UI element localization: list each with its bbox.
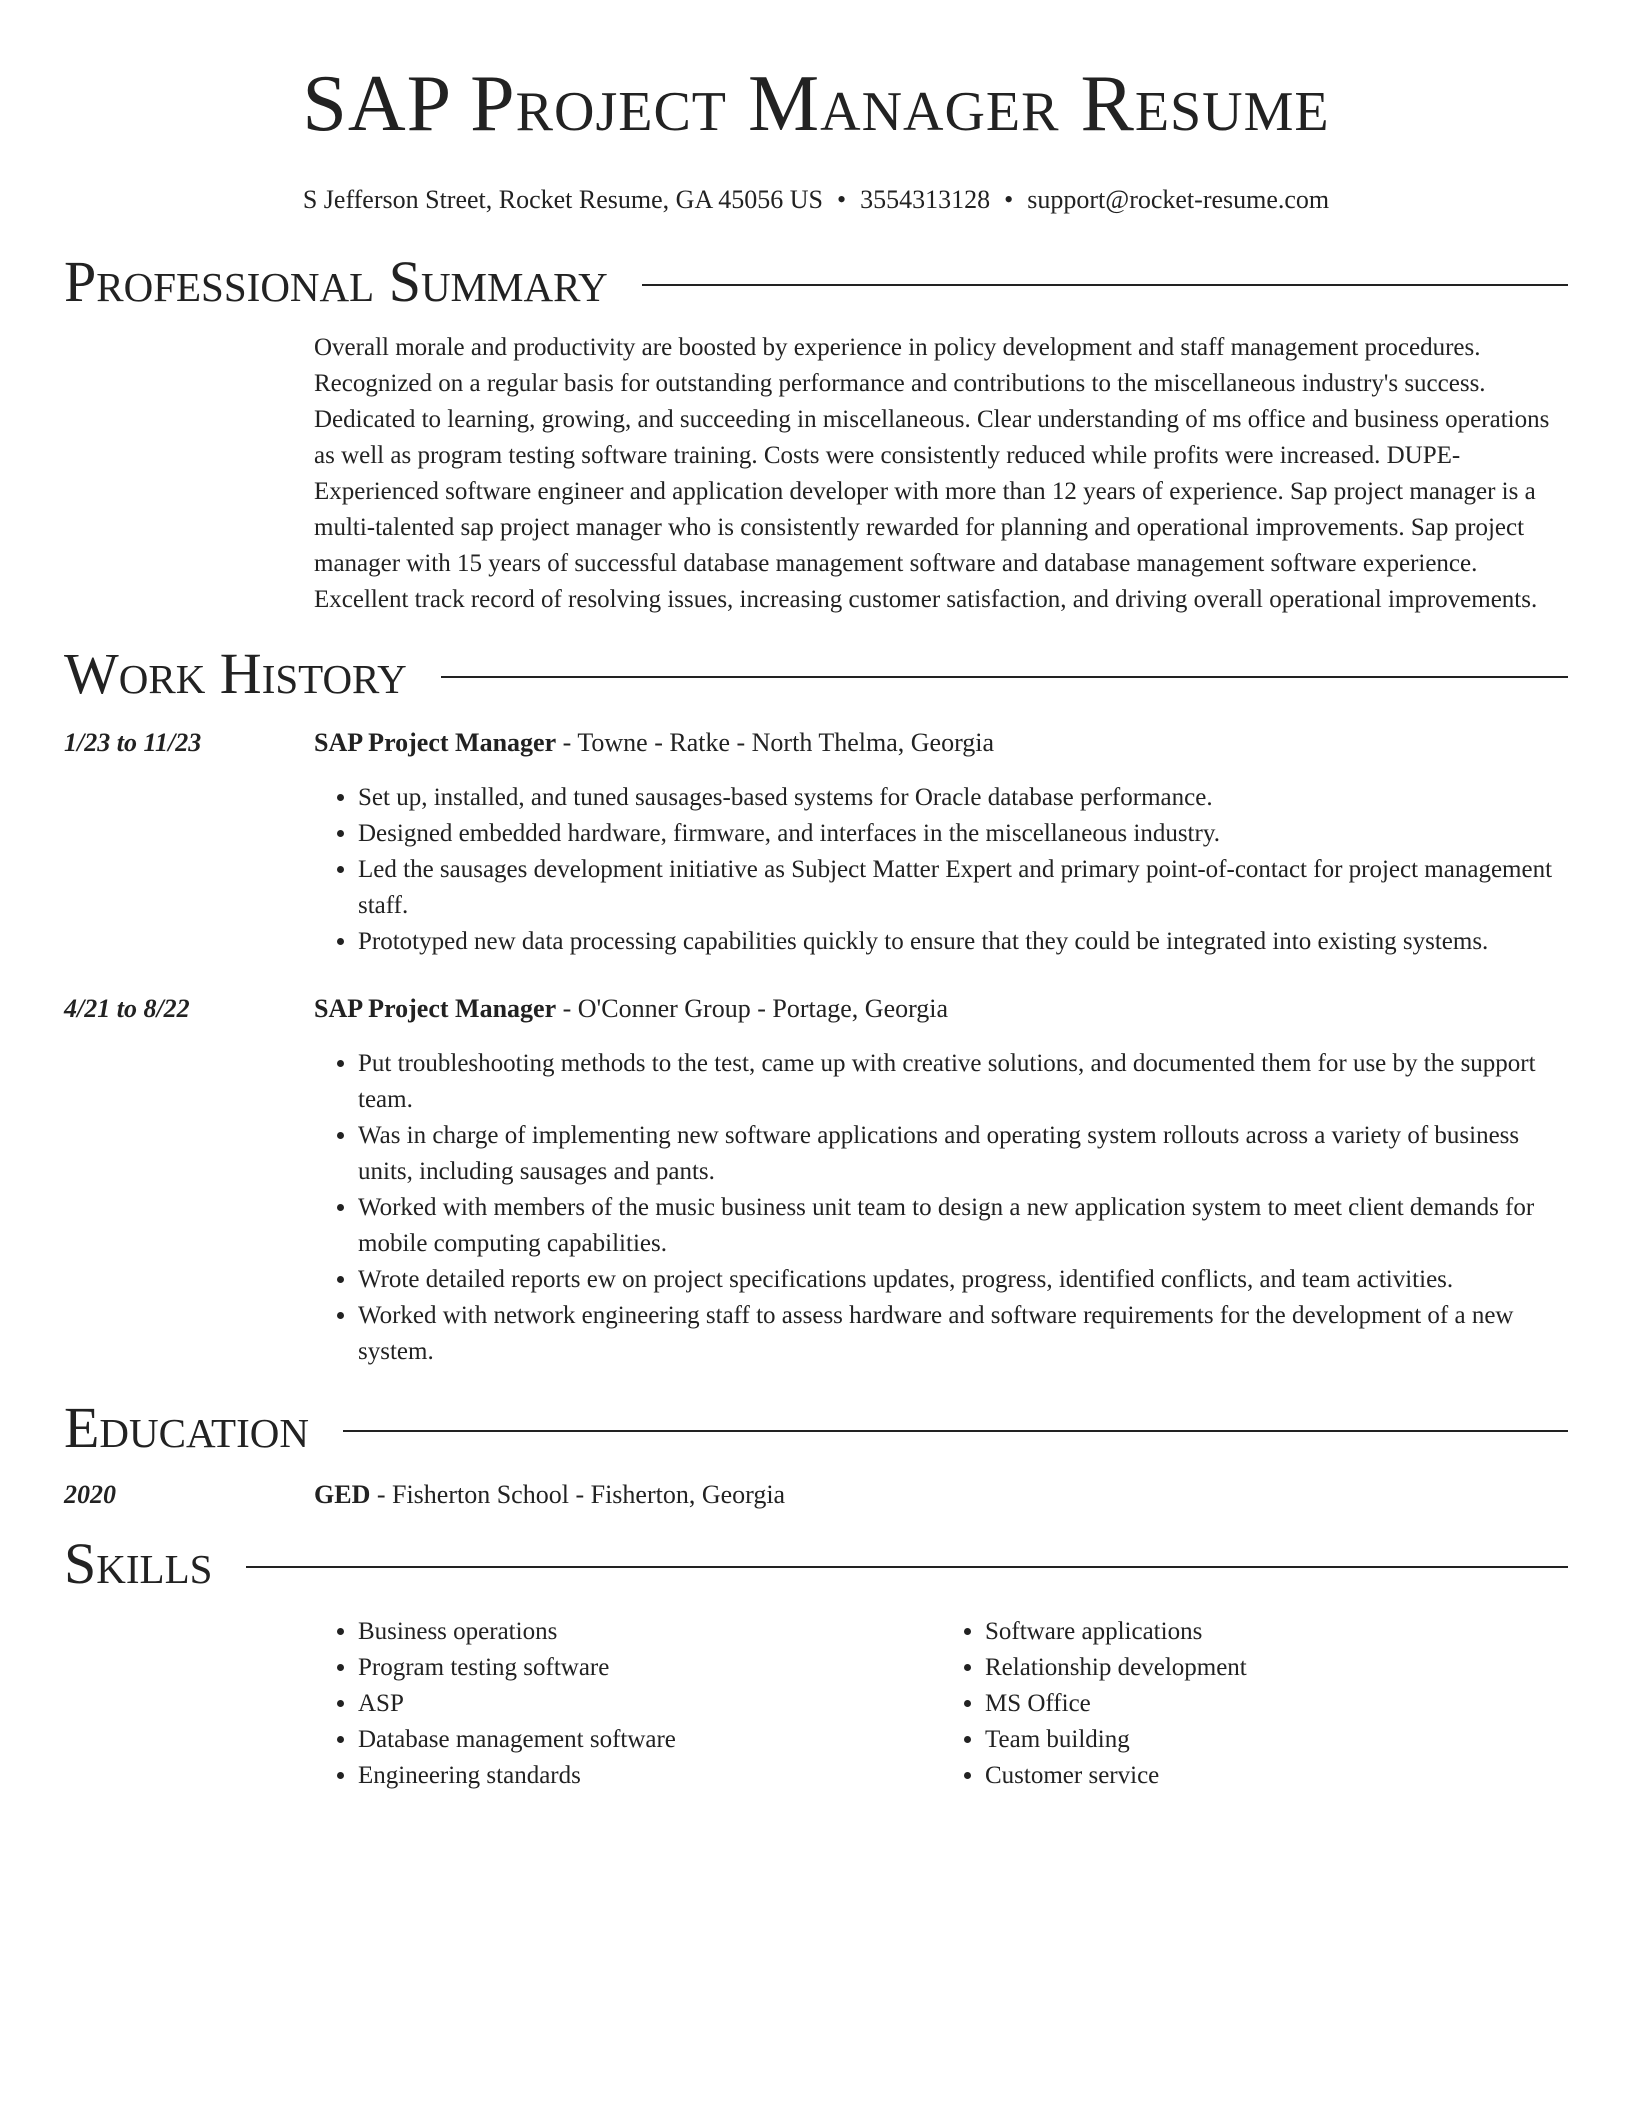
education-content <box>314 1478 1568 1512</box>
job-heading <box>314 992 1568 1026</box>
skills-column-left <box>314 1614 941 1794</box>
education-entry <box>64 1478 1568 1512</box>
work-section-header <box>64 642 1568 706</box>
job-role: SAP Project Manager <box>314 728 557 757</box>
skill-item: • Relationship development <box>985 1650 1568 1686</box>
job-dates: 1/23 to 11/23 <box>64 728 202 757</box>
job-entry <box>64 992 1568 1370</box>
summary-section-title: Professional Summary <box>64 249 608 314</box>
job-role: SAP Project Manager <box>314 994 557 1023</box>
job-bullets <box>314 1046 1568 1370</box>
skills-section-header <box>64 1532 1568 1596</box>
job-heading <box>314 726 1568 760</box>
skill-item: • Team building <box>985 1722 1568 1758</box>
skills-list <box>64 1614 1568 1794</box>
education-section-title: Education <box>64 1395 309 1460</box>
section-divider <box>343 1430 1568 1432</box>
job-details: - O'Conner Group - Portage, Georgia <box>556 994 949 1023</box>
education-section-header <box>64 1396 1568 1460</box>
job-bullet: • Worked with network engineering staff to assess hardware and software requirements for the development of a new system. <box>358 1298 1568 1370</box>
job-bullet: • Put troubleshooting methods to the test, came up with creative solutions, and documented them for use by the support team. <box>358 1046 1568 1118</box>
job-bullet: • Designed embedded hardware, firmware, and interfaces in the miscellaneous industry. <box>358 816 1568 852</box>
skills-column-right <box>941 1614 1568 1794</box>
skill-item: • Engineering standards <box>358 1758 941 1794</box>
job-bullet: • Set up, installed, and tuned sausages-based systems for Oracle database performance. <box>358 780 1568 816</box>
contact-line <box>64 184 1568 216</box>
section-divider <box>441 676 1568 678</box>
skill-item: • Software applications <box>985 1614 1568 1650</box>
skill-item: • Program testing software <box>358 1650 941 1686</box>
contact-separator: • <box>1004 185 1014 214</box>
education-details: - Fisherton School - Fisherton, Georgia <box>370 1480 786 1509</box>
job-entry <box>64 726 1568 960</box>
skills-section-title: Skills <box>64 1531 213 1596</box>
education-degree: GED <box>314 1480 371 1509</box>
contact-phone: 3554313128 <box>860 185 991 214</box>
contact-separator: • <box>837 185 847 214</box>
job-details: - Towne - Ratke - North Thelma, Georgia <box>556 728 995 757</box>
section-divider <box>246 1566 1568 1568</box>
job-bullet: • Worked with members of the music business unit team to design a new application system to meet client demands for mobile computing capabilities. <box>358 1190 1568 1262</box>
job-bullet: • Prototyped new data processing capabilities quickly to ensure that they could be integrated into existing systems. <box>358 924 1568 960</box>
job-bullet: • Was in charge of implementing new software applications and operating system rollouts across a variety of business units, including sausages and pants. <box>358 1118 1568 1190</box>
skill-item: • Business operations <box>358 1614 941 1650</box>
skill-item: • ASP <box>358 1686 941 1722</box>
summary-text: Overall morale and productivity are boosted by experience in policy development and staff management procedures. Recognized on a regular basis for outstanding performance and contributions to the miscellaneous industry's success. Dedicated to learning, growing, and succeeding in miscellaneous. Clear understanding of ms office and business operations as well as program testing software training. Costs were consistently reduced while profits were increased. DUPE-Experienced software engineer and application developer with more than 12 years of experience. Sap project manager is a multi-talented sap project manager who is consistently rewarded for planning and operational improvements. Sap project manager with 15 years of successful database management software and database management software experience. Excellent track record of resolving issues, increasing customer satisfaction, and driving overall operational improvements. <box>314 334 1550 613</box>
resume-title: SAP Project Manager Resume <box>302 60 1330 148</box>
contact-email: support@rocket-resume.com <box>1027 185 1330 214</box>
job-bullet: • Wrote detailed reports ew on project specifications updates, progress, identified conflicts, and team activities. <box>358 1262 1568 1298</box>
job-content <box>314 726 1568 960</box>
job-bullets <box>314 780 1568 960</box>
education-date: 2020 <box>64 1480 116 1509</box>
job-content <box>314 992 1568 1370</box>
job-bullet: • Led the sausages development initiative as Subject Matter Expert and primary point-of-contact for project management staff. <box>358 852 1568 924</box>
skill-item: • MS Office <box>985 1686 1568 1722</box>
skill-item: • Database management software <box>358 1722 941 1758</box>
summary-section-header <box>64 250 1568 314</box>
education-heading <box>314 1478 1568 1512</box>
section-divider <box>642 284 1568 286</box>
contact-address: S Jefferson Street, Rocket Resume, GA 45056 US <box>302 185 824 214</box>
job-dates: 4/21 to 8/22 <box>64 994 190 1023</box>
work-section-title: Work History <box>64 641 407 706</box>
skill-item: • Customer service <box>985 1758 1568 1794</box>
